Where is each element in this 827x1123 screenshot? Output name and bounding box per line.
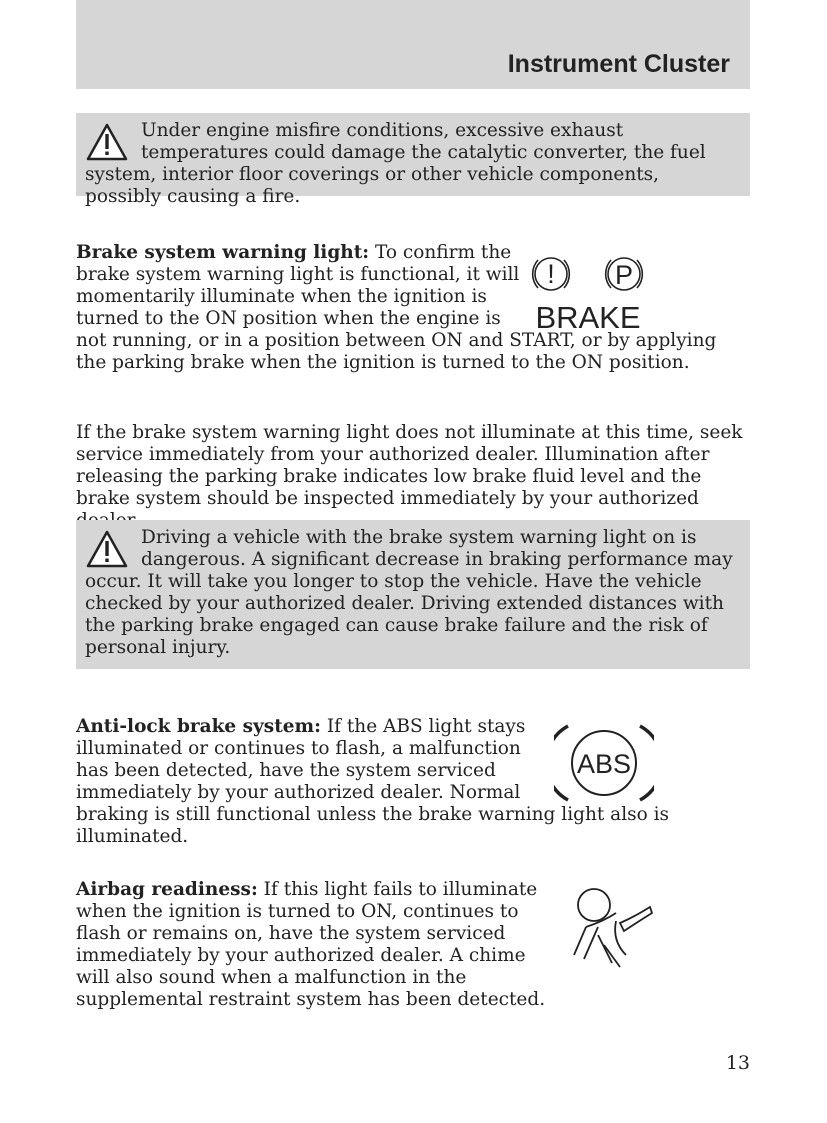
brake-section <box>76 242 750 374</box>
abs-icon-label: ABS <box>576 749 632 779</box>
brake-body: To confirm the brake system warning light is functional, it will momentarily illuminate when the ignition is turned to the ON position when the engine is not running, or in a position between ON and START, or by applying the parking brake when the ignition is turned to the ON position. <box>76 242 717 373</box>
page-number: 13 <box>725 1052 750 1074</box>
abs-heading: Anti-lock brake system: <box>76 716 321 737</box>
airbag-heading: Airbag readiness: <box>76 879 258 900</box>
warning-triangle-icon <box>85 122 129 162</box>
brake-heading: Brake system warning light: <box>76 242 370 263</box>
airbag-section <box>76 879 750 1011</box>
warning-text-brake: Driving a vehicle with the brake system warning light on is dangerous. A significant decrease in braking performance may occur. It will take you longer to stop the vehicle. Have the vehicle checked by your authorized dealer. Driving extended distances with the parking brake engaged can cause brake failure and the risk of personal injury. <box>85 527 733 658</box>
abs-warning-icon <box>554 722 654 804</box>
brake-warning-icon <box>530 248 654 330</box>
page-title: Instrument Cluster <box>507 50 730 78</box>
airbag-body: If this light fails to illuminate when the ignition is turned to ON, continues to flash or remains on, have the system serviced immediately by your authorized dealer. A chime will also sound when a malfunction in the supplemental restraint system has been detected. <box>76 879 546 1010</box>
warning-text-misfire: Under engine misfire conditions, excessive exhaust temperatures could damage the catalytic converter, the fuel system, interior floor coverings or other vehicle components, possibly causing a fire. <box>85 120 706 207</box>
abs-section <box>76 716 750 848</box>
warning-box-misfire <box>76 113 750 207</box>
airbag-warning-icon <box>564 885 654 969</box>
brake-icon-exclamation: ! <box>547 259 555 289</box>
warning-triangle-icon <box>85 529 129 569</box>
warning-box-brake <box>76 520 750 669</box>
page-header <box>76 0 750 89</box>
brake-icon-p: P <box>614 260 634 290</box>
brake-icon-label: BRAKE <box>535 300 641 330</box>
brake-paragraph-2: If the brake system warning light does not illuminate at this time, seek service immediately from your authorized dealer. Illumination after releasing the parking brake indicates low brake fluid level and the brake system should be inspected immediately by your authorized <box>76 422 743 509</box>
abs-body: If the ABS light stays illuminated or continues to flash, a malfunction has been detected, have the system serviced immediately by your authorized dealer. Normal braking is still functional unless the brake warning light also is illuminated. <box>76 716 670 847</box>
